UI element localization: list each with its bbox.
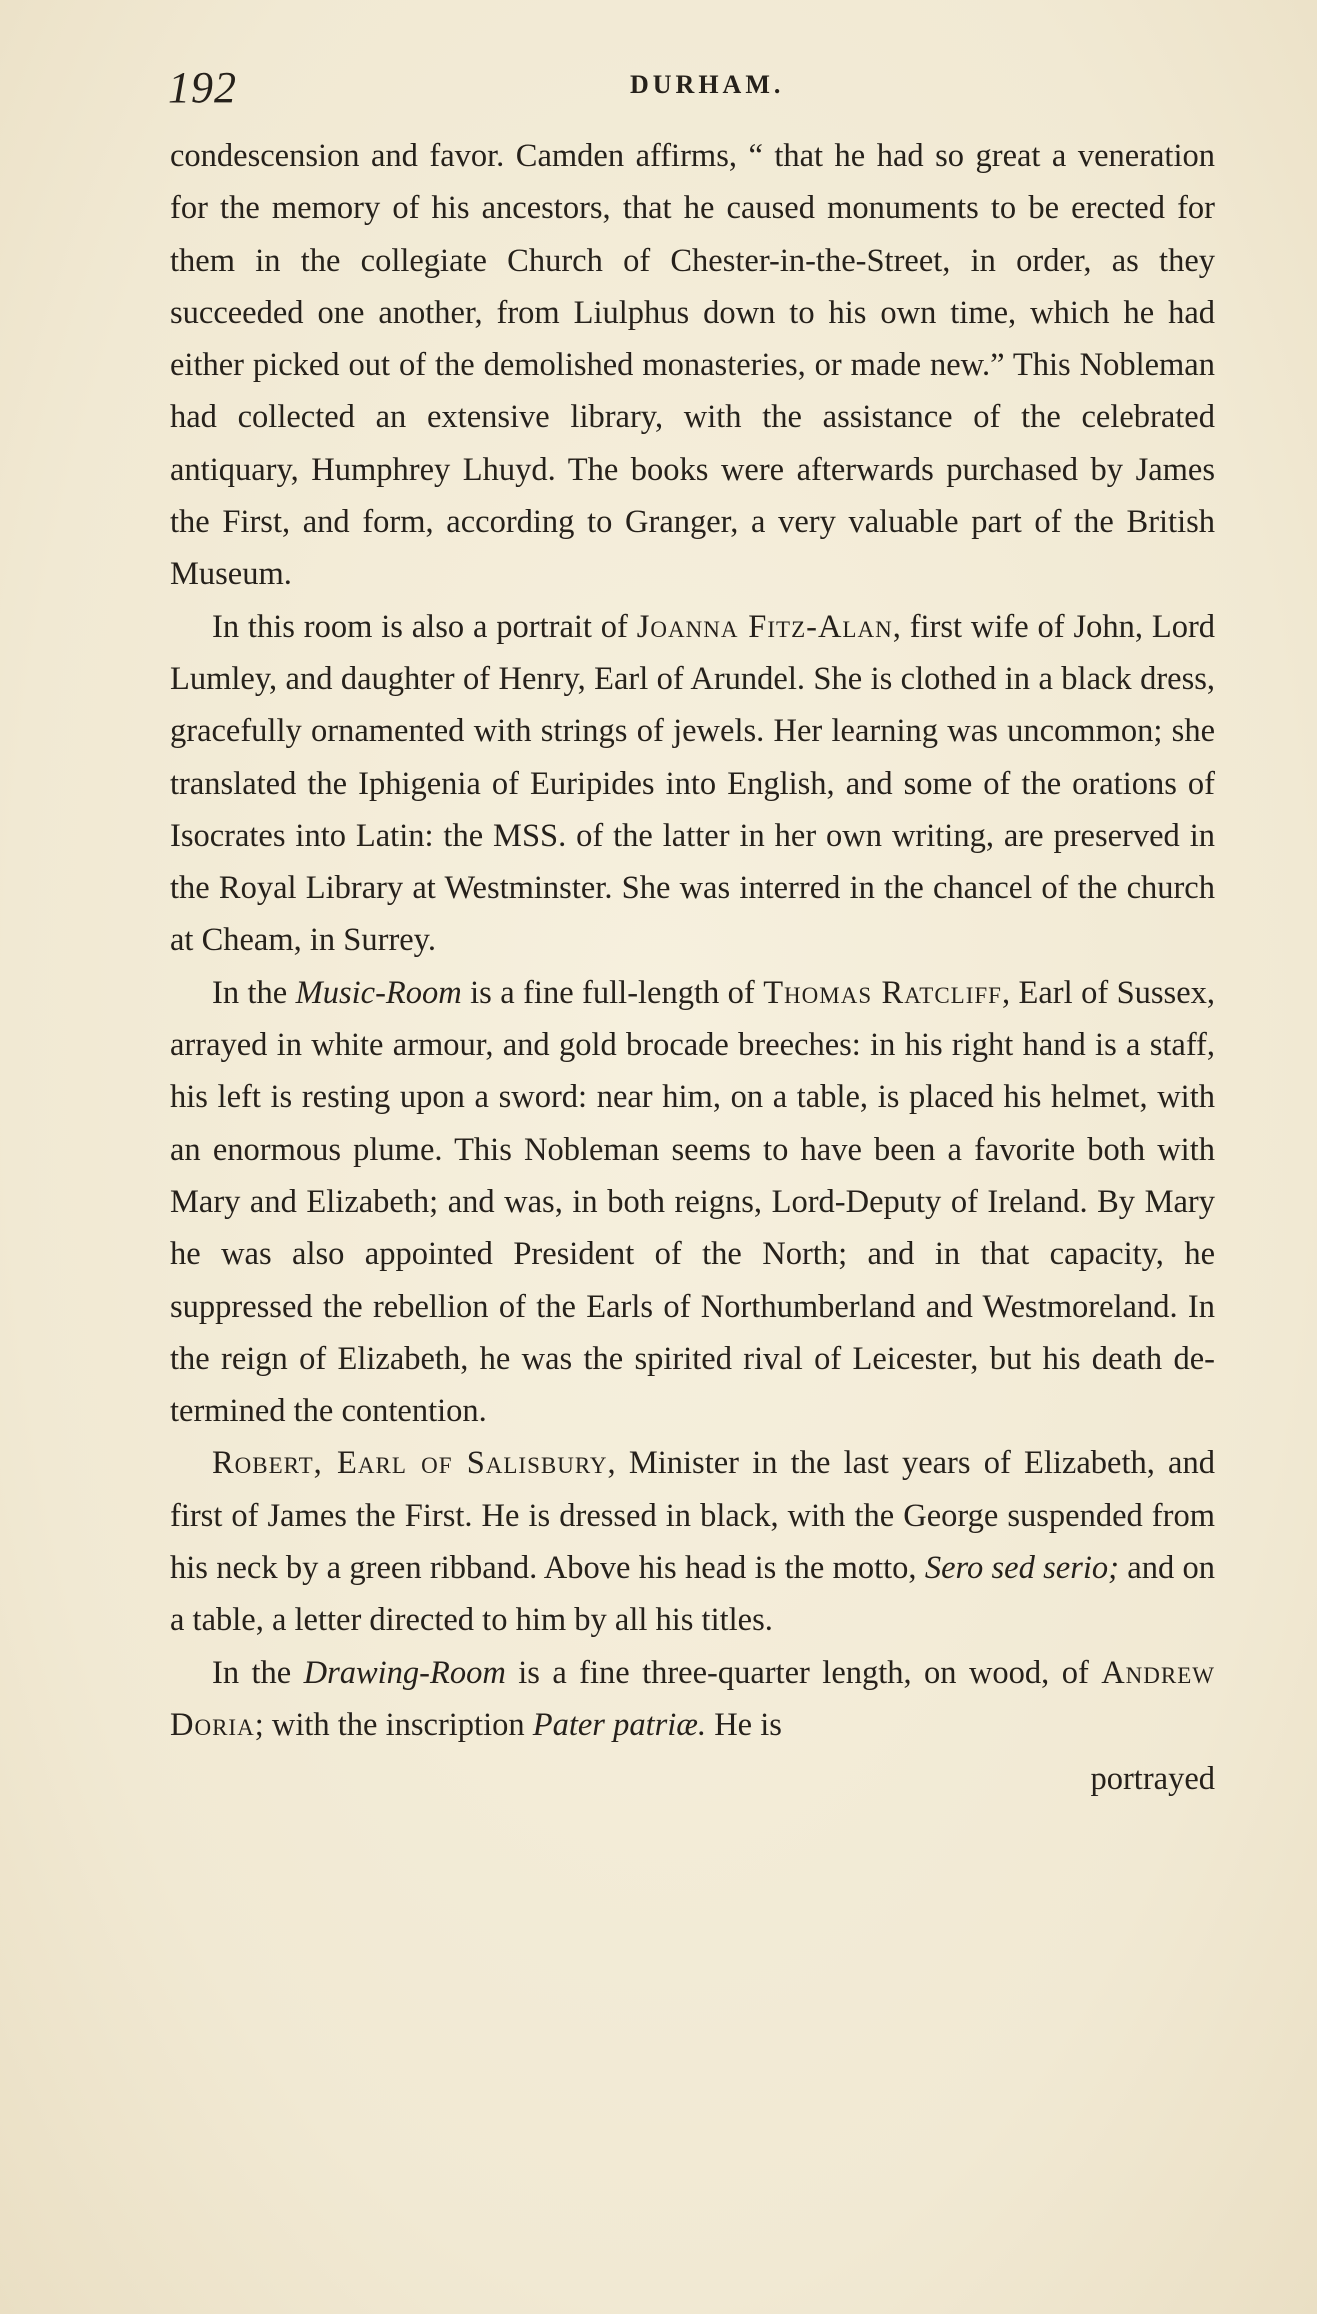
paragraph-text: is a fine full-length of (461, 974, 764, 1011)
room-name: Music-Room (295, 974, 462, 1011)
paragraph-text: , first wife of John, Lord Lumley, and daughter of Henry, Earl of Arundel. She is clothed in a black dress, gracefully ornamented with strings of jewels. Her learning was uncommon; she translated the Iphigenia of Euripides into English, and some of the orations of Isocrates into Latin: the MSS. of the latter in her own writing, are preserved in the Royal Library at Westminster. She was interred in the chancel of the church at Cheam, in Surrey. (170, 608, 1216, 959)
room-name: Drawing-Room (303, 1654, 506, 1691)
paragraph-text: , Minister in the last years of Elizabeth, and first of James the First. He is dressed in black, with the George suspended from his neck by a green ribband. Above his head is the motto, (170, 1445, 1215, 1587)
paragraph-text: condescension and favor. Camden affirms, “ that he had so great a veneration for the memory of his ancestors, that he caused monuments to be erected for them in the collegiate Church of Chester-in-the-Street, in order, as they succeeded one another, from Liulphus down to his own time, which he had either picked out of the demolished monasteries, or made new.” This Nobleman had collected an extensive library, with the assistance of the celebrated antiquary, Humphrey Lhuyd. The books were afterwards purchased by James the First, and form, according to Granger, a very valuable part of the British Museum. (170, 138, 1215, 593)
paragraph-text: , Earl of Sussex, arrayed in white armour, and gold brocade breeches: in his right hand is a staff, his left is resting upon a sword: near him, on a table, is placed his helmet, with an enormous plume. This Nobleman seems to have been a favorite both with Mary and Elizabeth; and was, in both reigns, Lord-Deputy of Ireland. By Mary he was also appointed President of the North; and in that capacity, he suppressed the rebellion of the Earls of Northumberland and Westmoreland. In the reign of Elizabeth, he was the spirited rival of Leicester, but his death determined the contention. (170, 974, 1216, 1430)
running-head (168, 62, 1218, 112)
paragraph-text: is a fine three-quarter length, on wood, of (505, 1654, 1102, 1691)
paragraph-robert-salisbury (170, 1437, 1215, 1646)
paragraph-text: and on a table, a letter directed to him by all his titles. (170, 1550, 1215, 1639)
paragraph-text: In the (212, 1654, 304, 1691)
paragraph-text: He is (706, 1706, 782, 1743)
paragraph-lumley-library (170, 130, 1215, 601)
motto-text: Sero sed serio; (924, 1550, 1119, 1587)
paragraph-text: ; with the inscription (254, 1706, 533, 1743)
paragraph-andrew-doria (170, 1647, 1215, 1752)
portrait-name: Joanna Fitz-Alan (636, 608, 893, 645)
catchword: portrayed (1090, 1761, 1215, 1798)
inscription-text: Pater patriæ. (532, 1706, 707, 1743)
portrait-name: Robert, Earl of Salisbury (212, 1445, 608, 1482)
paragraph-text: In the (212, 974, 296, 1011)
running-title: DURHAM. (630, 70, 785, 99)
paragraph-joanna-fitz-alan (170, 601, 1215, 967)
body-text (170, 130, 1215, 1806)
paragraph-thomas-ratcliff (170, 967, 1215, 1438)
portrait-name: Thomas Ratcliff (763, 974, 1002, 1011)
paragraph-text: In this room is also a portrait of (212, 608, 637, 645)
page-number: 192 (168, 63, 237, 112)
portrait-name: Andrew Doria (170, 1654, 1215, 1743)
